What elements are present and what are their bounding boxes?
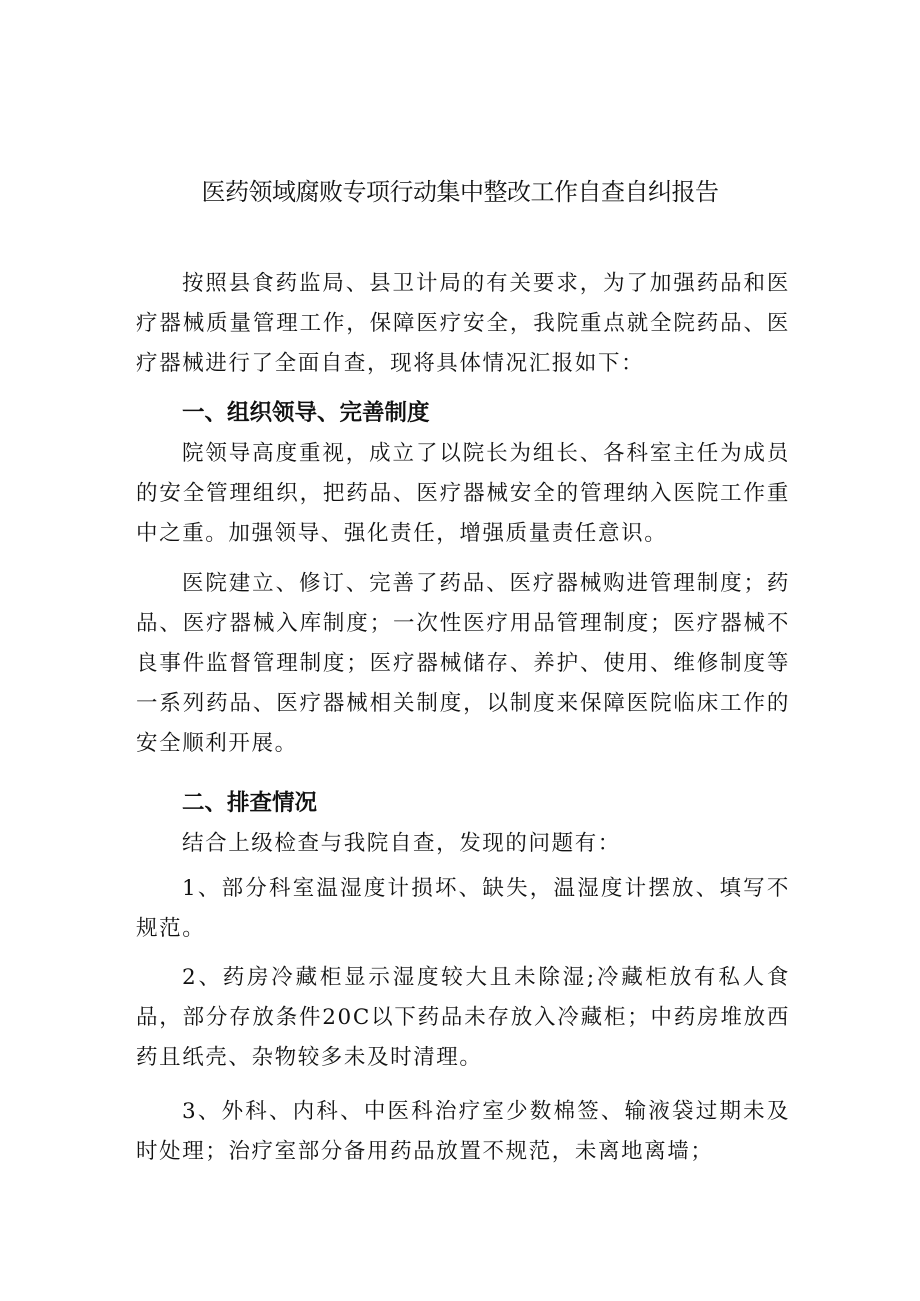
document-title: 医药领域腐败专项行动集中整改工作自查自纠报告 bbox=[201, 178, 719, 206]
issue-item-2: 2、药房冷藏柜显示湿度较大且未除湿;冷藏柜放有私人食品，部分存放条件20C以下药品未存放入冷藏柜；中药房堆放西药且纸壳、杂物较多未及时清理。 bbox=[136, 965, 790, 1070]
intro-paragraph: 按照县食药监局、县卫计局的有关要求，为了加强药品和医疗器械质量管理工作，保障医疗安全，我院重点就全院药品、医疗器械进行了全面自查，现将具体情况汇报如下： bbox=[136, 271, 790, 376]
section-1-heading: 一、组织领导、完善制度 bbox=[182, 400, 430, 426]
section-2-heading: 二、排查情况 bbox=[182, 790, 318, 816]
issue-item-3: 3、外科、内科、中医科治疗室少数棉签、输液袋过期未及时处理；治疗室部分备用药品放置不规范，未离地离墙； bbox=[136, 1099, 790, 1164]
issue-item-1: 1、部分科室温湿度计损坏、缺失，温湿度计摆放、填写不规范。 bbox=[136, 876, 790, 941]
section-1-paragraph-1: 院领导高度重视，成立了以院长为组长、各科室主任为成员的安全管理组织，把药品、医疗器械安全的管理纳入医院工作重中之重。加强领导、强化责任，增强质量责任意识。 bbox=[136, 441, 790, 546]
section-1-paragraph-2: 医院建立、修订、完善了药品、医疗器械购进管理制度；药品、医疗器械入库制度；一次性医疗用品管理制度；医疗器械不良事件监督管理制度；医疗器械储存、养护、使用、维修制度等一系列药品、医疗器械相关制度，以制度来保障医院临床工作的安全顺利开展。 bbox=[136, 571, 790, 756]
section-2-intro: 结合上级检查与我院自查，发现的问题有： bbox=[182, 831, 621, 856]
